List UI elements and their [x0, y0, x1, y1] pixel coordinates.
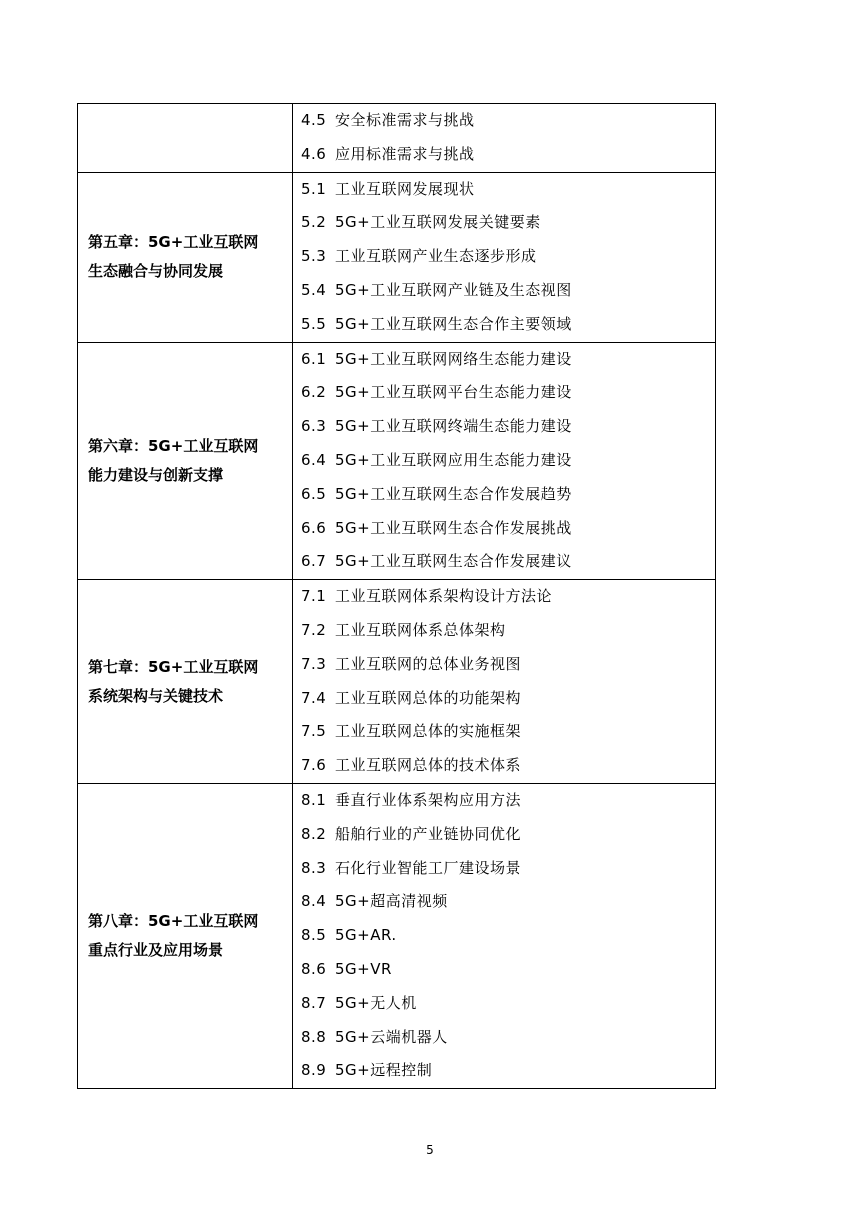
- chapter-cell: [78, 580, 293, 784]
- section-number: 6.4: [301, 450, 327, 469]
- section-title: 5G+工业互联网平台生态能力建设: [335, 383, 572, 402]
- section-title: 5G+工业互联网生态合作发展建议: [335, 552, 572, 571]
- section-entry: [301, 444, 715, 478]
- section-number: 8.6: [301, 959, 327, 978]
- section-title: 工业互联网体系总体架构: [335, 620, 506, 639]
- chapter-title-line: 重点行业及应用场景: [88, 941, 224, 960]
- section-entry: [301, 784, 715, 818]
- toc-row: [78, 783, 716, 1088]
- chapter-title-line: 系统架构与关键技术: [88, 686, 224, 705]
- section-number: 5.4: [301, 280, 327, 299]
- section-entry: [301, 138, 715, 172]
- section-title: 工业互联网产业生态逐步形成: [335, 247, 537, 266]
- section-entry: [301, 715, 715, 749]
- chapter-title-line: 生态融合与协同发展: [88, 262, 224, 281]
- section-number: 5.5: [301, 314, 327, 333]
- chapter-cell: [78, 783, 293, 1088]
- sections-cell: [293, 342, 716, 580]
- section-entry: [301, 308, 715, 342]
- section-number: 8.2: [301, 824, 327, 843]
- sections-cell: [293, 580, 716, 784]
- section-number: 5.3: [301, 247, 327, 266]
- section-title: 5G+云端机器人: [335, 1027, 448, 1046]
- section-entry: [301, 104, 715, 138]
- section-title: 安全标准需求与挑战: [335, 111, 475, 129]
- section-entry: [301, 682, 715, 716]
- toc-row: [78, 172, 716, 342]
- section-title: 工业互联网总体的功能架构: [335, 688, 522, 707]
- section-number: 7.3: [301, 654, 327, 673]
- chapter-title-line: 第七章：5G+工业互联网: [88, 657, 259, 676]
- section-title: 5G+工业互联网终端生态能力建设: [335, 417, 572, 436]
- section-title: 船舶行业的产业链协同优化: [335, 824, 522, 843]
- section-entry: [301, 343, 715, 377]
- section-entry: [301, 376, 715, 410]
- section-title: 垂直行业体系架构应用方法: [335, 790, 522, 809]
- section-number: 8.9: [301, 1061, 327, 1080]
- chapter-cell: [78, 172, 293, 342]
- section-entry: [301, 545, 715, 579]
- section-number: 7.5: [301, 722, 327, 741]
- section-title: 工业互联网的总体业务视图: [335, 654, 522, 673]
- toc-row: [78, 580, 716, 784]
- section-entry: [301, 852, 715, 886]
- section-entry: [301, 240, 715, 274]
- section-title: 5G+工业互联网网络生态能力建设: [335, 349, 572, 368]
- section-number: 6.1: [301, 349, 327, 368]
- section-number: 6.2: [301, 383, 327, 402]
- section-number: 8.1: [301, 790, 327, 809]
- chapter-title-line: 第六章：5G+工业互联网: [88, 436, 259, 455]
- chapter-cell: [78, 104, 293, 173]
- section-number: 7.4: [301, 688, 327, 707]
- section-number: 7.2: [301, 620, 327, 639]
- section-title: 5G+AR.: [335, 926, 397, 945]
- page-number: 5: [426, 1143, 434, 1157]
- section-title: 石化行业智能工厂建设场景: [335, 858, 522, 877]
- toc-body: [78, 104, 716, 1089]
- section-entry: [301, 274, 715, 308]
- section-number: 8.4: [301, 892, 327, 911]
- toc-row: [78, 104, 716, 173]
- section-title: 5G+工业互联网应用生态能力建设: [335, 450, 572, 469]
- section-title: 5G+无人机: [335, 993, 417, 1012]
- section-entry: [301, 478, 715, 512]
- section-title: 5G+工业互联网生态合作主要领域: [335, 314, 572, 333]
- section-entry: [301, 987, 715, 1021]
- section-title: 工业互联网总体的实施框架: [335, 722, 522, 741]
- section-title: 5G+工业互联网产业链及生态视图: [335, 280, 572, 299]
- sections-cell: [293, 172, 716, 342]
- toc-table: [77, 103, 716, 1089]
- section-number: 7.1: [301, 587, 327, 606]
- sections-cell: [293, 104, 716, 173]
- chapter-title-line: 能力建设与创新支撑: [88, 465, 224, 484]
- section-entry: [301, 953, 715, 987]
- section-entry: [301, 749, 715, 783]
- section-number: 6.3: [301, 417, 327, 436]
- section-entry: [301, 919, 715, 953]
- section-number: 5.1: [301, 179, 327, 198]
- chapter-title-line: 第八章：5G+工业互联网: [88, 912, 259, 931]
- section-title: 5G+VR: [335, 959, 392, 978]
- section-number: 8.3: [301, 858, 327, 877]
- section-title: 工业互联网总体的技术体系: [335, 756, 522, 775]
- section-number: 8.5: [301, 926, 327, 945]
- section-title: 5G+远程控制: [335, 1061, 433, 1080]
- section-title: 应用标准需求与挑战: [335, 144, 475, 163]
- section-entry: [301, 173, 715, 207]
- section-entry: [301, 818, 715, 852]
- section-number: 8.8: [301, 1027, 327, 1046]
- section-number: 8.7: [301, 993, 327, 1012]
- section-entry: [301, 410, 715, 444]
- section-number: 6.7: [301, 552, 327, 571]
- section-title: 工业互联网发展现状: [335, 179, 475, 198]
- section-title: 工业互联网体系架构设计方法论: [335, 587, 553, 606]
- chapter-cell: [78, 342, 293, 580]
- chapter-title-line: 第五章：5G+工业互联网: [88, 233, 259, 252]
- section-number: 7.6: [301, 756, 327, 775]
- section-number: 4.5: [301, 111, 327, 129]
- section-title: 5G+工业互联网生态合作发展趋势: [335, 484, 572, 503]
- section-entry: [301, 580, 715, 614]
- sections-cell: [293, 783, 716, 1088]
- section-entry: [301, 1021, 715, 1055]
- section-number: 4.6: [301, 144, 327, 163]
- section-title: 5G+工业互联网发展关键要素: [335, 213, 541, 232]
- toc-row: [78, 342, 716, 580]
- section-entry: [301, 1054, 715, 1088]
- section-title: 5G+超高清视频: [335, 892, 448, 911]
- section-number: 5.2: [301, 213, 327, 232]
- section-entry: [301, 206, 715, 240]
- section-number: 6.5: [301, 484, 327, 503]
- section-entry: [301, 512, 715, 546]
- section-entry: [301, 885, 715, 919]
- section-title: 5G+工业互联网生态合作发展挑战: [335, 518, 572, 537]
- section-entry: [301, 648, 715, 682]
- section-entry: [301, 614, 715, 648]
- section-number: 6.6: [301, 518, 327, 537]
